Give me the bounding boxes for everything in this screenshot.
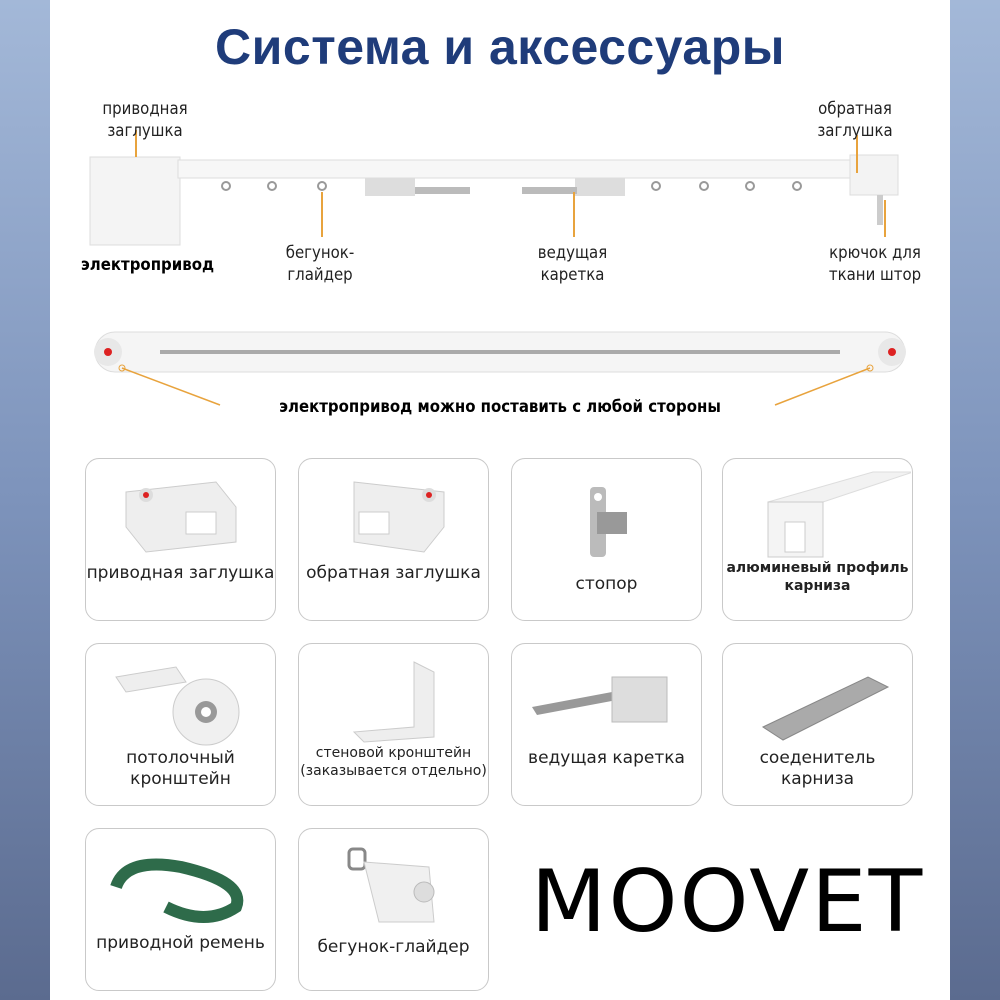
label-motor: электропривод [80,255,215,275]
pointer-line [573,192,575,237]
ceiling-bracket-image [86,652,274,747]
accessory-card-ceiling-bracket [85,643,276,806]
wall-bracket-image [299,652,487,747]
accessory-card-carriage [511,643,702,806]
label-hook: крючок для ткани штор [828,243,922,285]
label-end-cap: обратная заглушка [817,99,893,141]
accessory-card-profile [722,458,913,621]
accessory-card-glider [298,828,489,991]
glider-image [299,837,487,932]
accessory-label: стеновой кронштейн (заказывается отдельно) [300,745,487,779]
rail-diagram [0,0,1000,420]
label-glider: бегунок-глайдер [285,243,355,285]
accessory-label: обратная заглушка [306,563,481,583]
stopper-image [512,467,700,562]
accessory-label: алюминевый профиль карниза [726,560,909,594]
page-title: Система и аксессуары [215,19,785,75]
belt-image [86,837,274,932]
accessory-card-belt [85,828,276,991]
accessory-label: бегунок-глайдер [317,937,470,957]
drive-cap-image [86,467,274,562]
pointer-line [321,192,323,237]
label-carriage: ведущая каретка [537,243,608,285]
profile-image [723,467,911,562]
accessory-card-wall-bracket [298,643,489,806]
moovet-logo: MOOVET [530,852,925,952]
accessory-card-connector [722,643,913,806]
accessory-label: ведущая каретка [528,748,685,768]
accessory-label: потолочный кронштейн [126,748,235,789]
accessory-label: приводная заглушка [86,563,275,583]
accessory-label: приводной ремень [96,933,265,953]
accessory-card-stopper [511,458,702,621]
label-drive-cap: приводная заглушка [102,99,188,141]
pointer-line [884,200,886,237]
accessory-card-drive-cap [85,458,276,621]
carriage-image [512,652,700,747]
accessory-label: стопор [575,574,638,594]
accessory-label: соеденитель карниза [759,748,876,789]
accessory-card-end-cap [298,458,489,621]
connector-image [723,652,911,747]
end-cap-image [299,467,487,562]
label-any-side: электропривод можно поставить с любой стороны [279,397,721,417]
